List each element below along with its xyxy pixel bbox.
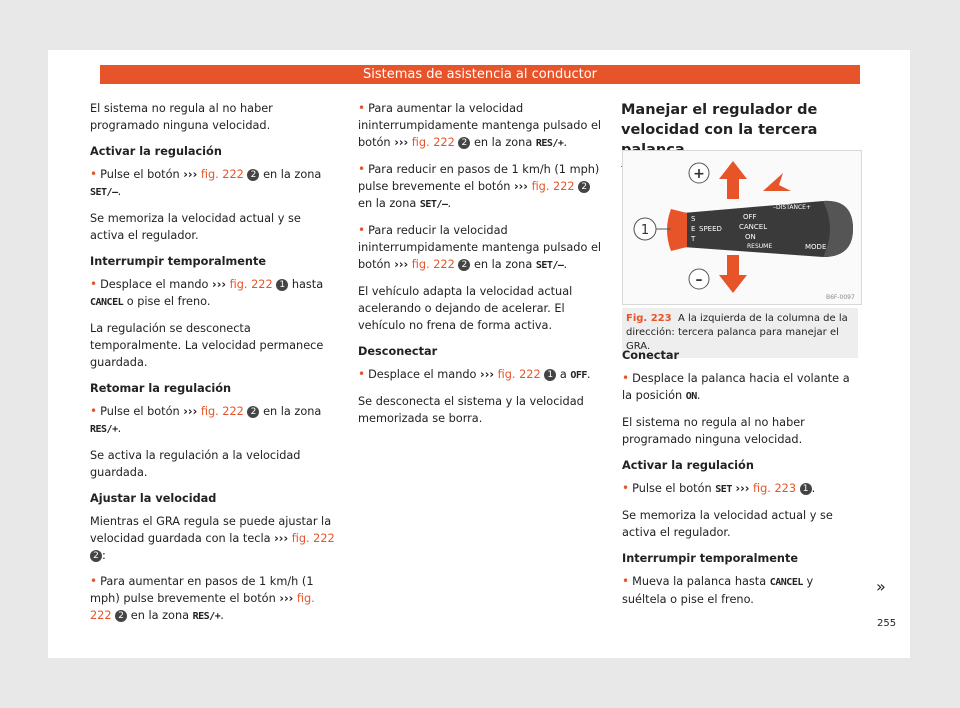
paragraph: Mientras el GRA regula se puede ajustar la velocidad guardada con la tecla ››› fig. 222 2 : [90, 515, 335, 562]
paragraph: La regulación se desconecta temporalmente. La velocidad permanece guardada. [90, 322, 324, 369]
cross-ref-arrow-icon: ››› [279, 592, 294, 605]
key-label: SET [715, 484, 732, 495]
callout-number: 2 [458, 137, 470, 149]
cross-ref-arrow-icon: ››› [183, 168, 198, 181]
arrow-up-icon [719, 161, 747, 199]
distance-label: –DISTANCE+ [773, 204, 811, 211]
bullet-icon: • [90, 167, 98, 181]
key-label: SET/– [90, 187, 118, 198]
figure-code: B6F-0097 [826, 294, 855, 301]
callout-number: 2 [578, 181, 590, 193]
bullet-icon: • [90, 574, 98, 588]
subheading: Conectar [622, 349, 680, 362]
bullet-item: • Desplace la palanca hacia el volante a la posición ON. [622, 371, 850, 402]
figure-link[interactable]: fig. 222 [411, 258, 455, 271]
key-label: RES/+ [535, 138, 564, 149]
column-middle [358, 100, 602, 436]
arrow-diagonal-icon [763, 173, 791, 191]
key-label: RES/+ [90, 424, 118, 435]
callout-label: 1 [640, 223, 650, 238]
cross-ref-arrow-icon: ››› [480, 368, 495, 381]
column-right [622, 347, 858, 617]
bullet-item: • Desplace el mando ››› fig. 222 1 a OFF. [358, 367, 591, 381]
figure-caption-label: Fig. 223 [626, 313, 672, 324]
paragraph: Se desconecta el sistema y la velocidad memorizada se borra. [358, 395, 584, 425]
bullet-item: • Pulse el botón ››› fig. 222 2 en la zona RES/+. [90, 404, 322, 435]
column-left [90, 100, 336, 634]
bullet-icon: • [622, 371, 630, 385]
cross-ref-arrow-icon: ››› [183, 405, 198, 418]
continue-chevron-icon: » [876, 577, 886, 596]
callout-number: 1 [800, 483, 812, 495]
resume-label: RESUME [747, 243, 773, 250]
callout-number: 2 [247, 169, 259, 181]
figure-link[interactable]: fig. 222 [200, 168, 244, 181]
figure-link[interactable]: fig. 222 [90, 592, 315, 622]
t-label: T [691, 235, 696, 243]
paragraph: Se memoriza la velocidad actual y se activa el regulador. [622, 509, 833, 539]
cross-ref-arrow-icon: ››› [735, 482, 750, 495]
cross-ref-arrow-icon: ››› [274, 532, 289, 545]
paragraph: El sistema no regula al no haber programado ninguna velocidad. [90, 102, 273, 132]
bullet-icon: • [90, 277, 98, 291]
paragraph: Se memoriza la velocidad actual y se activa el regulador. [90, 212, 301, 242]
s-label: S [691, 215, 696, 223]
figure-link[interactable]: fig. 222 [497, 368, 541, 381]
figure-link[interactable]: fig. 222 [229, 278, 273, 291]
key-label: SET/– [535, 260, 564, 271]
key-label: SET/– [419, 199, 448, 210]
key-label: RES/+ [192, 611, 221, 622]
subheading: Ajustar la velocidad [90, 492, 217, 505]
bullet-icon: • [358, 223, 366, 237]
subheading: Interrumpir temporalmente [90, 255, 267, 268]
callout-number: 2 [247, 406, 259, 418]
on-label: ON [745, 233, 756, 241]
bullet-icon: • [358, 367, 366, 381]
bullet-icon: • [358, 101, 366, 115]
subheading: Interrumpir temporalmente [622, 552, 799, 565]
figure-link[interactable]: fig. 222 [291, 532, 335, 545]
page-number: 255 [877, 618, 897, 629]
bullet-item: • Desplace el mando ››› fig. 222 1 hasta CANCEL o pise el freno. [90, 277, 324, 308]
speed-label: SPEED [699, 225, 722, 233]
section-title: Manejar el regulador de velocidad con la tercera [621, 100, 854, 167]
figure-link[interactable]: fig. 222 [200, 405, 244, 418]
figure-caption: Fig. 223 A la izquierda de la columna de la dirección: tercera palanca para manejar el GRA. [622, 308, 858, 358]
cancel-label: CANCEL [739, 223, 768, 231]
bullet-icon: • [622, 481, 630, 495]
bullet-item: • Pulse el botón SET ››› fig. 223 1 . [622, 481, 816, 495]
chapter-header: Sistemas de asistencia al conductor [100, 65, 860, 84]
callout-number: 2 [458, 259, 470, 271]
subheading: Activar la regulación [90, 145, 222, 158]
bullet-item: • Para reducir la velocidad ininterrumpidamente mantenga pulsado el botón ››› fig. 222 2 en la zona SET/–. [358, 223, 602, 271]
callout-number: 1 [544, 369, 556, 381]
minus-label: – [695, 272, 703, 288]
cross-ref-arrow-icon: ››› [394, 136, 409, 149]
bullet-item: • Pulse el botón ››› fig. 222 2 en la zona SET/–. [90, 167, 322, 198]
key-label: CANCEL [90, 297, 124, 308]
bullet-icon: • [358, 162, 366, 176]
callout-number: 1 [276, 279, 288, 291]
plus-label: + [693, 166, 705, 182]
mode-label: MODE [805, 243, 827, 251]
manual-page [48, 50, 910, 658]
cross-ref-arrow-icon: ››› [514, 180, 528, 193]
bullet-item: • Para aumentar la velocidad ininterrumpidamente mantenga pulsado el botón ››› fig. 222 2 en la zona RES/+. [358, 101, 602, 149]
bullet-icon: • [622, 574, 630, 588]
figure-link[interactable]: fig. 222 [411, 136, 455, 149]
cross-ref-arrow-icon: ››› [394, 258, 409, 271]
paragraph: Se activa la regulación a la velocidad guardada. [90, 449, 301, 479]
bullet-item: • Para reducir en pasos de 1 km/h (1 mph) pulse brevemente el botón ››› fig. 222 2 en la zona SET/–. [358, 162, 600, 210]
subheading: Retomar la regulación [90, 382, 232, 395]
key-label: OFF [570, 370, 587, 381]
off-label: OFF [743, 213, 757, 221]
paragraph: El sistema no regula al no haber programado ninguna velocidad. [622, 416, 805, 446]
figure-link[interactable]: fig. 222 [531, 180, 575, 193]
bullet-icon: • [90, 404, 98, 418]
figure-stalk-illustration [622, 150, 862, 305]
key-label: ON [685, 391, 697, 402]
stalk-button-highlight [667, 209, 687, 251]
figure-link[interactable]: fig. 223 [753, 482, 797, 495]
subheading: Activar la regulación [622, 459, 754, 472]
key-label: CANCEL [769, 577, 803, 588]
e-label: E [691, 225, 696, 233]
callout-number: 2 [90, 550, 102, 562]
cross-ref-arrow-icon: ››› [212, 278, 227, 291]
bullet-item: • Mueva la palanca hasta CANCEL y suéltela o pise el freno. [622, 574, 814, 606]
arrow-down-icon [719, 255, 747, 293]
paragraph: El vehículo adapta la velocidad actual acelerando o dejando de acelerar. El vehículo no frena de forma activa. [358, 285, 573, 332]
callout-number: 2 [115, 610, 127, 622]
subheading: Desconectar [358, 345, 438, 358]
bullet-item: • Para aumentar en pasos de 1 km/h (1 mph) pulse brevemente el botón ››› fig. 222 2 en la zona RES/+. [90, 574, 315, 622]
